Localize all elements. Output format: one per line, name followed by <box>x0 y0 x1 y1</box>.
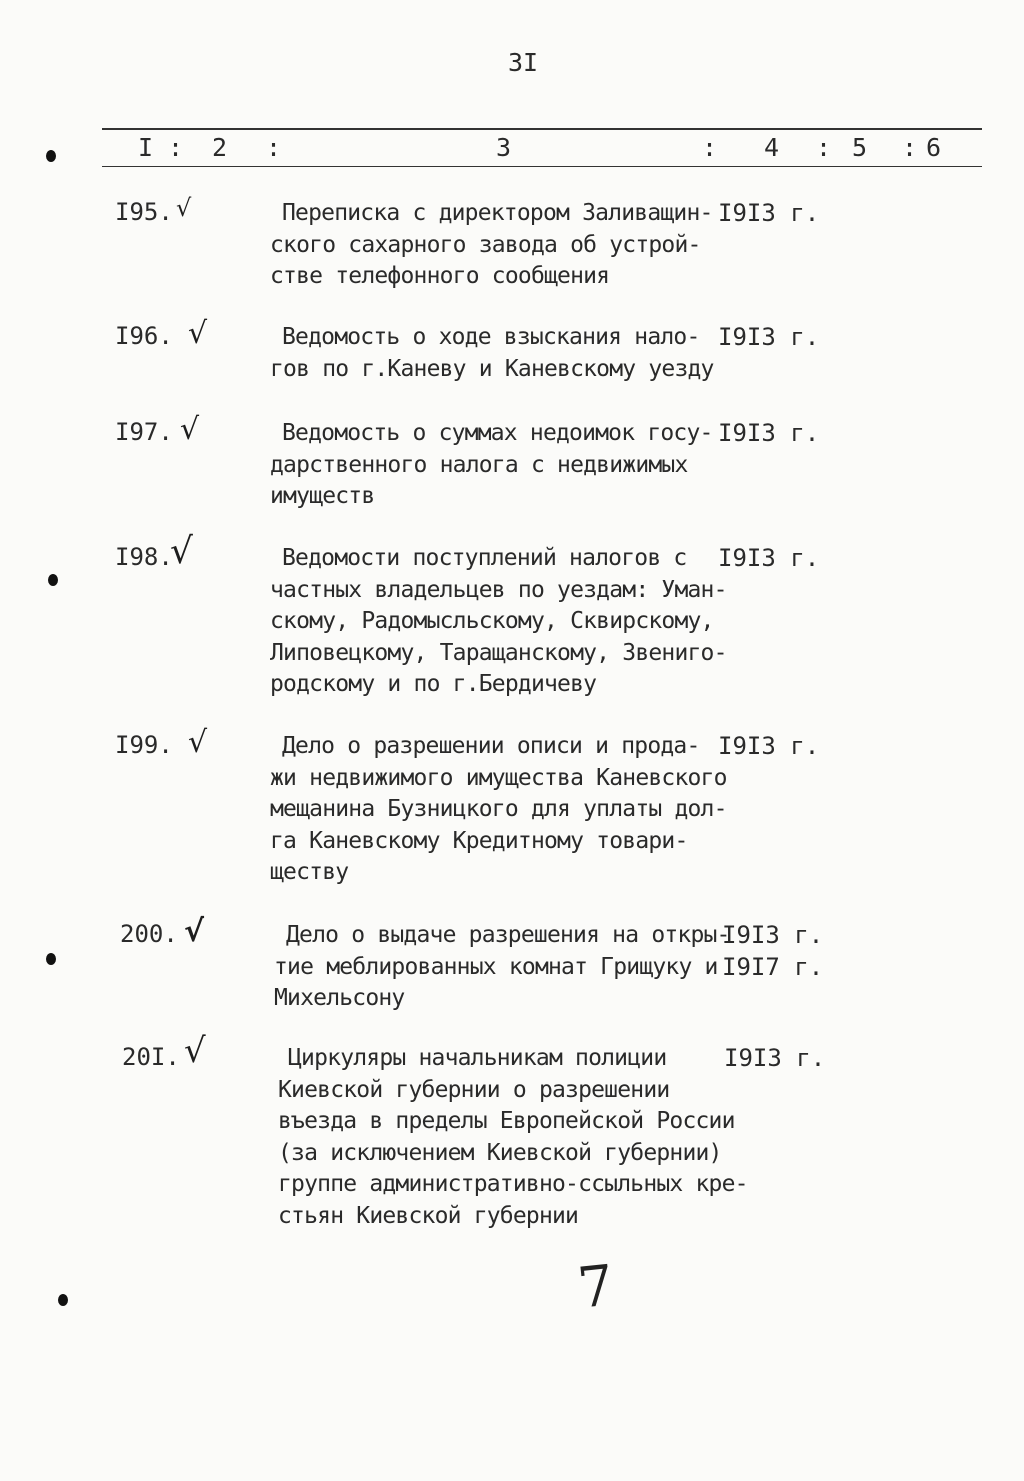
description-line: Ведомость о ходе взыскания нало- <box>282 324 700 350</box>
year-value: I9I3 г. <box>718 544 820 572</box>
description-line: Киевской губернии о разрешении <box>278 1076 670 1103</box>
header-rule-top <box>102 128 982 130</box>
description-line: тие меблированных комнат Грищуку и <box>274 953 718 980</box>
description-line: Ведомость о суммах недоимок госу- <box>282 420 713 446</box>
check-mark-icon: √ <box>188 316 208 351</box>
description-line: въезда в пределы Европейской России <box>278 1108 735 1134</box>
description-line: ского сахарного завода об устрой- <box>270 231 701 258</box>
description-line: мещанина Бузницкого для уплаты дол- <box>270 796 727 822</box>
year-value: I9I7 г. <box>722 952 824 981</box>
page-number: 3I <box>508 48 539 77</box>
description-line: родскому и по г.Бердичеву <box>270 671 597 697</box>
entry-number: I96. <box>115 322 173 350</box>
description-line: дарственного налога с недвижимых <box>270 451 688 478</box>
entry-year <box>724 1043 825 1075</box>
header-col-3: 3 <box>496 133 512 162</box>
binding-hole-mark <box>58 1294 68 1306</box>
header-separator: : <box>902 133 918 162</box>
header-col-4: 4 <box>764 133 780 162</box>
header-col-6: 6 <box>926 133 942 162</box>
description-line: ществу <box>270 859 349 885</box>
entry-description <box>270 418 752 513</box>
entry-number: I95. <box>115 198 173 226</box>
header-col-1: I <box>138 133 154 162</box>
description-line: гов по г.Каневу и Каневскому уезду <box>270 355 714 382</box>
entry-description <box>270 731 752 889</box>
check-mark-icon: √ <box>188 725 208 760</box>
check-mark-icon: √ <box>184 914 205 949</box>
header-separator: : <box>168 133 184 162</box>
entry-description <box>274 920 756 1015</box>
entry-year <box>718 543 819 575</box>
check-mark-icon: √ <box>170 531 193 572</box>
description-line: скому, Радомысльскому, Сквирскому, <box>270 608 714 634</box>
check-mark-icon: √ <box>176 194 192 222</box>
entry-number: I98. <box>115 543 173 571</box>
entry-description <box>270 322 752 385</box>
check-mark-icon: √ <box>180 412 200 447</box>
description-line: имуществ <box>270 483 375 509</box>
description-line: частных владельцев по уездам: Уман- <box>270 576 727 603</box>
description-line: (за исключением Киевской губернии) <box>278 1139 722 1166</box>
description-line: Переписка с директором Заливащин- <box>282 200 713 226</box>
entry-year <box>722 920 823 983</box>
header-separator: : <box>266 133 282 162</box>
entry-description <box>270 198 752 293</box>
entry-year <box>718 322 819 354</box>
header-col-5: 5 <box>852 133 868 162</box>
description-line: группе административно-ссыльных кре- <box>278 1171 748 1197</box>
entry-description <box>278 1043 758 1232</box>
year-value: I9I3 г. <box>718 199 820 227</box>
handwritten-number: 7 <box>574 1253 617 1322</box>
entry-year <box>718 418 819 450</box>
description-line: Циркуляры начальникам полиции <box>288 1045 667 1071</box>
year-value: I9I3 г. <box>718 419 820 447</box>
description-line: жи недвижимого имущества Каневского <box>270 764 727 791</box>
binding-hole-mark <box>46 150 56 162</box>
check-mark-icon: √ <box>184 1031 206 1071</box>
year-value: I9I3 г. <box>724 1044 826 1072</box>
year-value: I9I3 г. <box>718 323 820 351</box>
entry-number: I99. <box>115 731 173 759</box>
header-separator: : <box>816 133 832 162</box>
description-line: Дело о разрешении описи и прода- <box>282 733 700 759</box>
description-line: Ведомости поступлений налогов с <box>282 545 687 571</box>
entry-description <box>270 543 752 701</box>
description-line: Михельсону <box>274 985 405 1011</box>
entry-number: 200. <box>120 920 178 948</box>
description-line: стьян Киевской губернии <box>278 1202 579 1229</box>
binding-hole-mark <box>48 574 58 586</box>
header-separator: : <box>702 133 718 162</box>
year-value: I9I3 г. <box>718 732 820 760</box>
description-line: стве телефонного сообщения <box>270 263 610 289</box>
year-value: I9I3 г. <box>722 921 824 949</box>
binding-hole-mark <box>46 953 56 965</box>
description-line: Липовецкому, Таращанскому, Звениго- <box>270 639 727 666</box>
description-line: Дело о выдаче разрешения на откры- <box>286 922 730 948</box>
entry-number: I97. <box>115 418 173 446</box>
entry-year <box>718 198 819 230</box>
entry-number: 20I. <box>122 1043 180 1071</box>
entry-year <box>718 731 819 763</box>
description-line: га Каневскому Кредитному товари- <box>270 827 688 854</box>
header-rule-bottom <box>102 166 982 167</box>
header-col-2: 2 <box>212 133 228 162</box>
